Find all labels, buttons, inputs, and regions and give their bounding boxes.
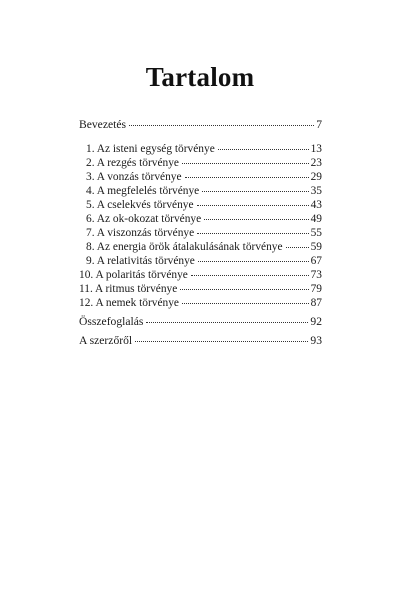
dot-leader xyxy=(286,247,309,248)
toc-entry-chapter[interactable] xyxy=(79,296,322,310)
dot-leader xyxy=(198,261,309,262)
toc-entry-page: 23 xyxy=(310,157,322,169)
toc-entry-label: 7. A viszonzás törvénye xyxy=(86,227,195,239)
toc-entry-label: 6. Az ok-okozat törvénye xyxy=(86,213,202,225)
toc-entry-label: 10. A polaritás törvénye xyxy=(79,269,188,281)
toc-entry-chapter[interactable] xyxy=(79,226,322,240)
dot-leader xyxy=(197,233,308,234)
toc-entry-page: 43 xyxy=(310,199,322,211)
toc-entry-chapter[interactable] xyxy=(79,184,322,198)
toc-entry-page: 73 xyxy=(310,269,322,281)
dot-leader xyxy=(197,205,309,206)
toc-entry-page: 35 xyxy=(310,185,322,197)
toc-entry-label: 4. A megfelelés törvénye xyxy=(86,185,200,197)
dot-leader xyxy=(202,191,308,192)
toc-entry-label: 12. A nemek törvénye xyxy=(79,297,179,309)
dot-leader xyxy=(182,163,309,164)
toc-entry-page: 79 xyxy=(310,283,322,295)
page-title: Tartalom xyxy=(145,62,255,92)
toc-entry-label: 8. Az energia örök átalakulásának törvénye xyxy=(86,241,283,253)
dot-leader xyxy=(135,341,308,342)
toc-entry-author[interactable] xyxy=(79,334,322,348)
toc-entry-chapter[interactable] xyxy=(79,198,322,212)
toc-entry-chapter[interactable] xyxy=(79,170,322,184)
toc-entry-label: Összefoglalás xyxy=(79,315,144,328)
toc-entry-label: 1. Az isteni egység törvénye xyxy=(86,143,215,155)
toc-entry-label: Bevezetés xyxy=(79,118,126,131)
toc-entry-page: 87 xyxy=(310,297,322,309)
dot-leader xyxy=(182,303,309,304)
toc-entry-page: 92 xyxy=(310,315,322,328)
toc-entry-intro[interactable] xyxy=(79,118,322,132)
dot-leader xyxy=(185,177,309,178)
table-of-contents xyxy=(79,118,322,348)
dot-leader xyxy=(191,275,309,276)
toc-entry-chapter[interactable] xyxy=(79,254,322,268)
toc-entry-chapter[interactable] xyxy=(79,268,322,282)
dot-leader xyxy=(180,289,308,290)
toc-entry-page: 7 xyxy=(316,118,322,131)
dot-leader xyxy=(129,125,314,126)
toc-entry-label: 11. A ritmus törvénye xyxy=(79,283,178,295)
toc-entry-summary[interactable] xyxy=(79,315,322,329)
toc-entry-label: 5. A cselekvés törvénye xyxy=(86,199,194,211)
toc-entry-label: 2. A rezgés törvénye xyxy=(86,157,179,169)
dot-leader xyxy=(218,149,309,150)
toc-entry-chapter[interactable] xyxy=(79,212,322,226)
spacer xyxy=(79,132,322,142)
toc-entry-page: 93 xyxy=(310,334,322,347)
toc-entry-page: 49 xyxy=(310,213,322,225)
dot-leader xyxy=(204,219,308,220)
toc-entry-chapter[interactable] xyxy=(79,156,322,170)
toc-entry-chapter[interactable] xyxy=(79,282,322,296)
toc-entry-chapter[interactable] xyxy=(79,142,322,156)
toc-entry-page: 55 xyxy=(310,227,322,239)
toc-entry-page: 59 xyxy=(310,241,322,253)
toc-entry-label: A szerzőről xyxy=(79,334,133,347)
dot-leader xyxy=(146,322,308,323)
toc-entry-page: 67 xyxy=(310,255,322,267)
toc-entry-chapter[interactable] xyxy=(79,240,322,254)
toc-entry-page: 13 xyxy=(310,143,322,155)
toc-entry-label: 3. A vonzás törvénye xyxy=(86,171,182,183)
toc-entry-label: 9. A relativitás törvénye xyxy=(86,255,195,267)
toc-entry-page: 29 xyxy=(310,171,322,183)
